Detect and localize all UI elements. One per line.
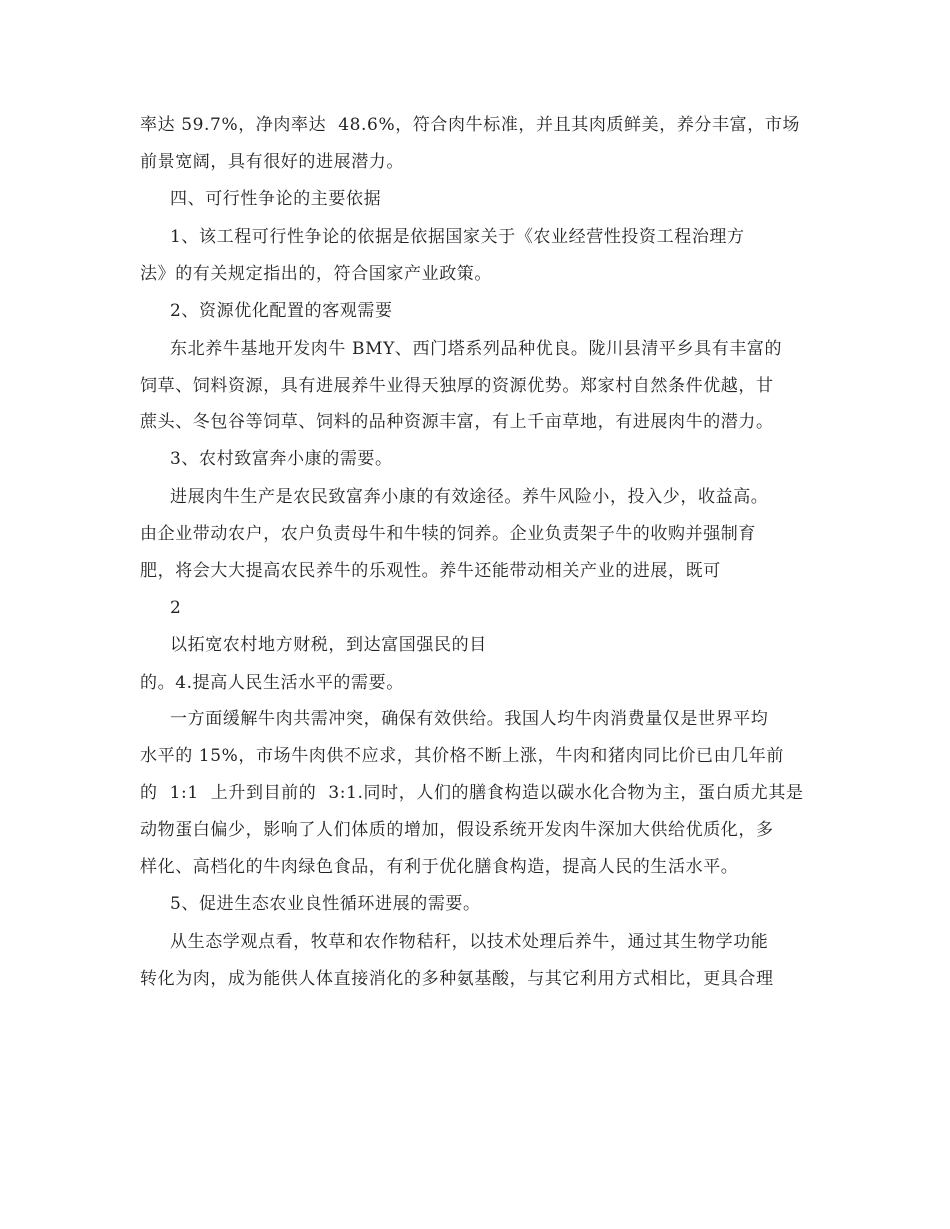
text-line: 从生态学观点看，牧草和农作物秸秆，以技术处理后养牛，通过其生物学功能: [170, 932, 769, 952]
text-line: 的。4.提高人民生活水平的需要。: [140, 673, 404, 693]
text-line: 1、该工程可行性争论的依据是依据国家关于《农业经营性投资工程治理方: [170, 227, 745, 247]
text-line: 一方面缓解牛肉共需冲突，确保有效供给。我国人均牛肉消费量仅是世界平均: [170, 709, 769, 729]
text-line: 蔗头、冬包谷等饲草、饲料的品种资源丰富，有上千亩草地，有进展肉牛的潜力。: [140, 412, 774, 432]
text-line: 样化、高档化的牛肉绿色食品，有利于优化膳食构造，提高人民的生活水平。: [140, 857, 739, 877]
text-line: 进展肉牛生产是农民致富奔小康的有效途径。养牛风险小，投入少，收益高。: [170, 487, 769, 507]
text-line: 前景宽阔，具有很好的进展潜力。: [140, 152, 404, 172]
subsection-heading: 5、促进生态农业良性循环进展的需要。: [170, 894, 481, 914]
section-heading: 四、可行性争论的主要依据: [170, 189, 382, 209]
text-line: 饲草、饲料资源，具有进展养牛业得天独厚的资源优势。郑家村自然条件优越，甘: [140, 376, 774, 396]
text-line: 肥，将会大大提高农民养牛的乐观性。养牛还能带动相关产业的进展，既可: [140, 561, 721, 581]
text-line: 以拓宽农村地方财税，到达富国强民的目: [170, 635, 487, 655]
text-line: 率达 59.7%，净肉率达 48.6%，符合肉牛标准，并且其肉质鲜美，养分丰富，市场: [140, 115, 801, 135]
text-line: 转化为肉，成为能供人体直接消化的多种氨基酸，与其它利用方式相比，更具合理: [140, 969, 774, 989]
subsection-heading: 3、农村致富奔小康的需要。: [170, 449, 393, 469]
page-number: 2: [170, 598, 182, 618]
text-line: 由企业带动农户，农户负责母牛和牛犊的饲养。企业负责架子牛的收购并强制育: [140, 524, 756, 544]
text-line: 法》的有关规定指出的，符合国家产业政策。: [140, 264, 492, 284]
subsection-heading: 2、资源优化配置的客观需要: [170, 301, 393, 321]
text-line: 的 1:1 上升到目前的 3:1.同时，人们的膳食构造以碳水化合物为主，蛋白质尤其是: [140, 783, 804, 803]
text-line: 动物蛋白偏少，影响了人们体质的增加，假设系统开发肉牛深加大供给优质化，多: [140, 820, 774, 840]
text-line: 东北养牛基地开发肉牛 BMY、西门塔系列品种优良。陇川县清平乡具有丰富的: [170, 339, 783, 359]
text-line: 水平的 15%，市场牛肉供不应求，其价格不断上涨，牛肉和猪肉同比价已由几年前: [140, 746, 784, 766]
